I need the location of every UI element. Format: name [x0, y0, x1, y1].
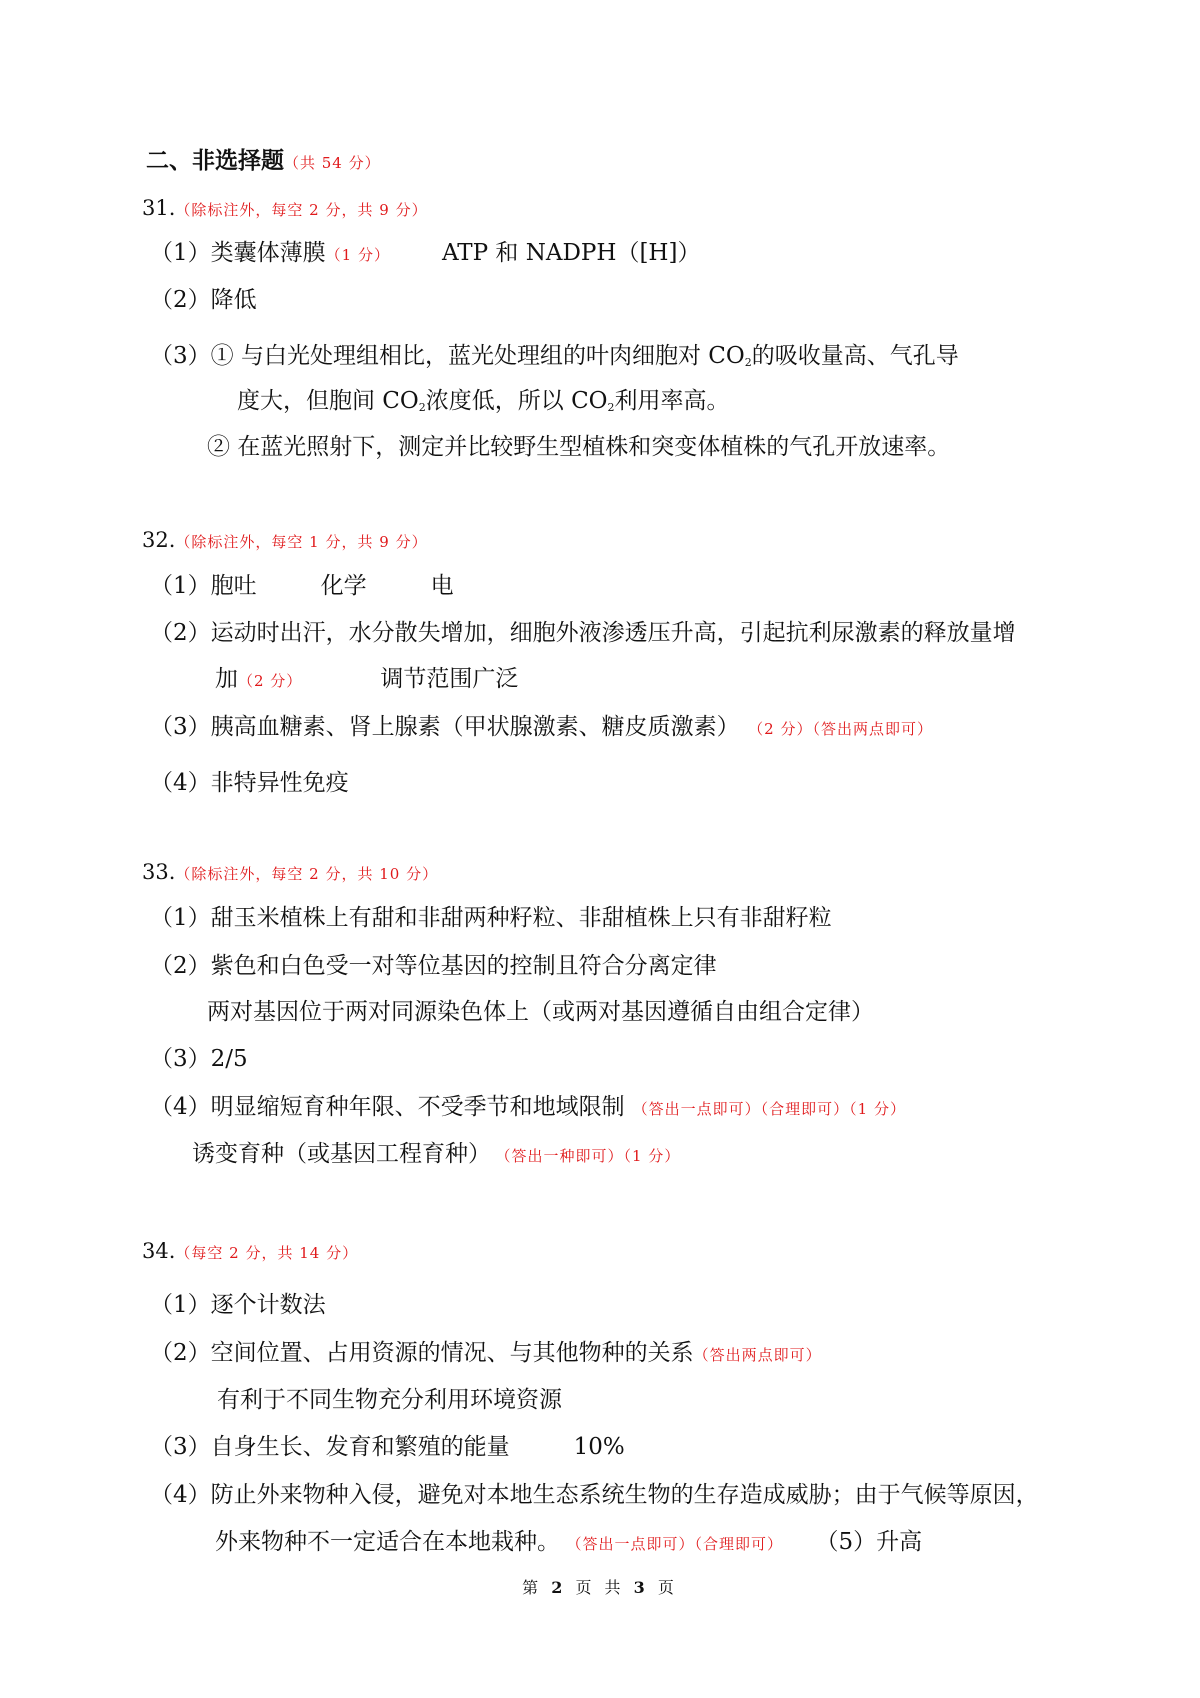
q34-item-1: （1）逐个计数法: [150, 1292, 326, 1318]
q33-header: [142, 857, 438, 889]
q33-item-3: （3）2/5: [150, 1046, 248, 1072]
q33-item-2-cont: 两对基因位于两对同源染色体上（或两对基因遵循自由组合定律）: [207, 999, 874, 1025]
q32-item-3: （3）胰高血糖素、肾上腺素（甲状腺激素、糖皮质激素） （2 分）（答出两点即可）: [150, 714, 933, 740]
q33-item-2: （2）紫色和白色受一对等位基因的控制且符合分离定律: [150, 953, 717, 979]
q32-item-2: （2）运动时出汗，水分散失增加，细胞外液渗透压升高，引起抗利尿激素的释放量增: [150, 620, 1016, 646]
section-heading: [146, 146, 381, 178]
q33-item-4-cont: 诱变育种（或基因工程育种） （答出一种即可）（1 分）: [192, 1141, 681, 1167]
q31-note: （除标注外，每空 2 分，共 9 分）: [175, 201, 428, 219]
q32-item-4: （4）非特异性免疫: [150, 770, 349, 796]
q34-item-4-cont: 外来物种不一定适合在本地栽种。 （答出一点即可）（合理即可） （5）升高: [215, 1529, 923, 1555]
section-title: 二、非选择题: [146, 147, 284, 174]
q33-number: 33.: [142, 860, 176, 884]
q34-item-2-cont: 有利于不同生物充分利用环境资源: [217, 1387, 562, 1413]
q31-item-3-3: ② 在蓝光照射下，测定并比较野生型植株和突变体植株的气孔开放速率。: [207, 434, 951, 460]
q32-item-1: （1）胞吐 化学 电: [150, 573, 454, 599]
q31-item-1: （1）类囊体薄膜（1 分） ATP 和 NADPH（[H]）: [150, 240, 701, 266]
q31-item-2: （2）降低: [150, 287, 257, 313]
q34-item-4: （4）防止外来物种入侵，避免对本地生态系统生物的生存造成威胁；由于气候等原因，: [150, 1482, 1039, 1508]
q34-note: （每空 2 分，共 14 分）: [175, 1244, 359, 1262]
q31-header: [142, 193, 428, 225]
q32-number: 32.: [142, 528, 176, 552]
section-note: （共 54 分）: [284, 154, 381, 172]
q32-item-2-cont: 加（2 分） 调节范围广泛: [215, 666, 519, 692]
q34-number: 34.: [142, 1239, 176, 1263]
q32-header: [142, 525, 428, 557]
q34-item-2: （2）空间位置、占用资源的情况、与其他物种的关系（答出两点即可）: [150, 1340, 822, 1366]
q31-item-3-2: 度大，但胞间 $CO_2$浓度低，所以 $CO_2$利用率高。: [237, 388, 730, 414]
q31-item-3-1: （3）① 与白光处理组相比，蓝光处理组的叶肉细胞对 $CO_2$的吸收量高、气孔导: [150, 343, 959, 369]
page-footer: 第 2 页 共 3 页: [522, 1578, 678, 1597]
q33-note: （除标注外，每空 2 分，共 10 分）: [175, 865, 439, 883]
q34-item-3: （3）自身生长、发育和繁殖的能量 10%: [150, 1434, 625, 1460]
q31-number: 31.: [142, 196, 176, 220]
q32-note: （除标注外，每空 1 分，共 9 分）: [175, 533, 428, 551]
q34-header: [142, 1236, 358, 1268]
q33-item-4: （4）明显缩短育种年限、不受季节和地域限制 （答出一点即可）（合理即可）（1 分）: [150, 1094, 906, 1120]
q33-item-1: （1）甜玉米植株上有甜和非甜两种籽粒、非甜植株上只有非甜籽粒: [150, 905, 832, 931]
